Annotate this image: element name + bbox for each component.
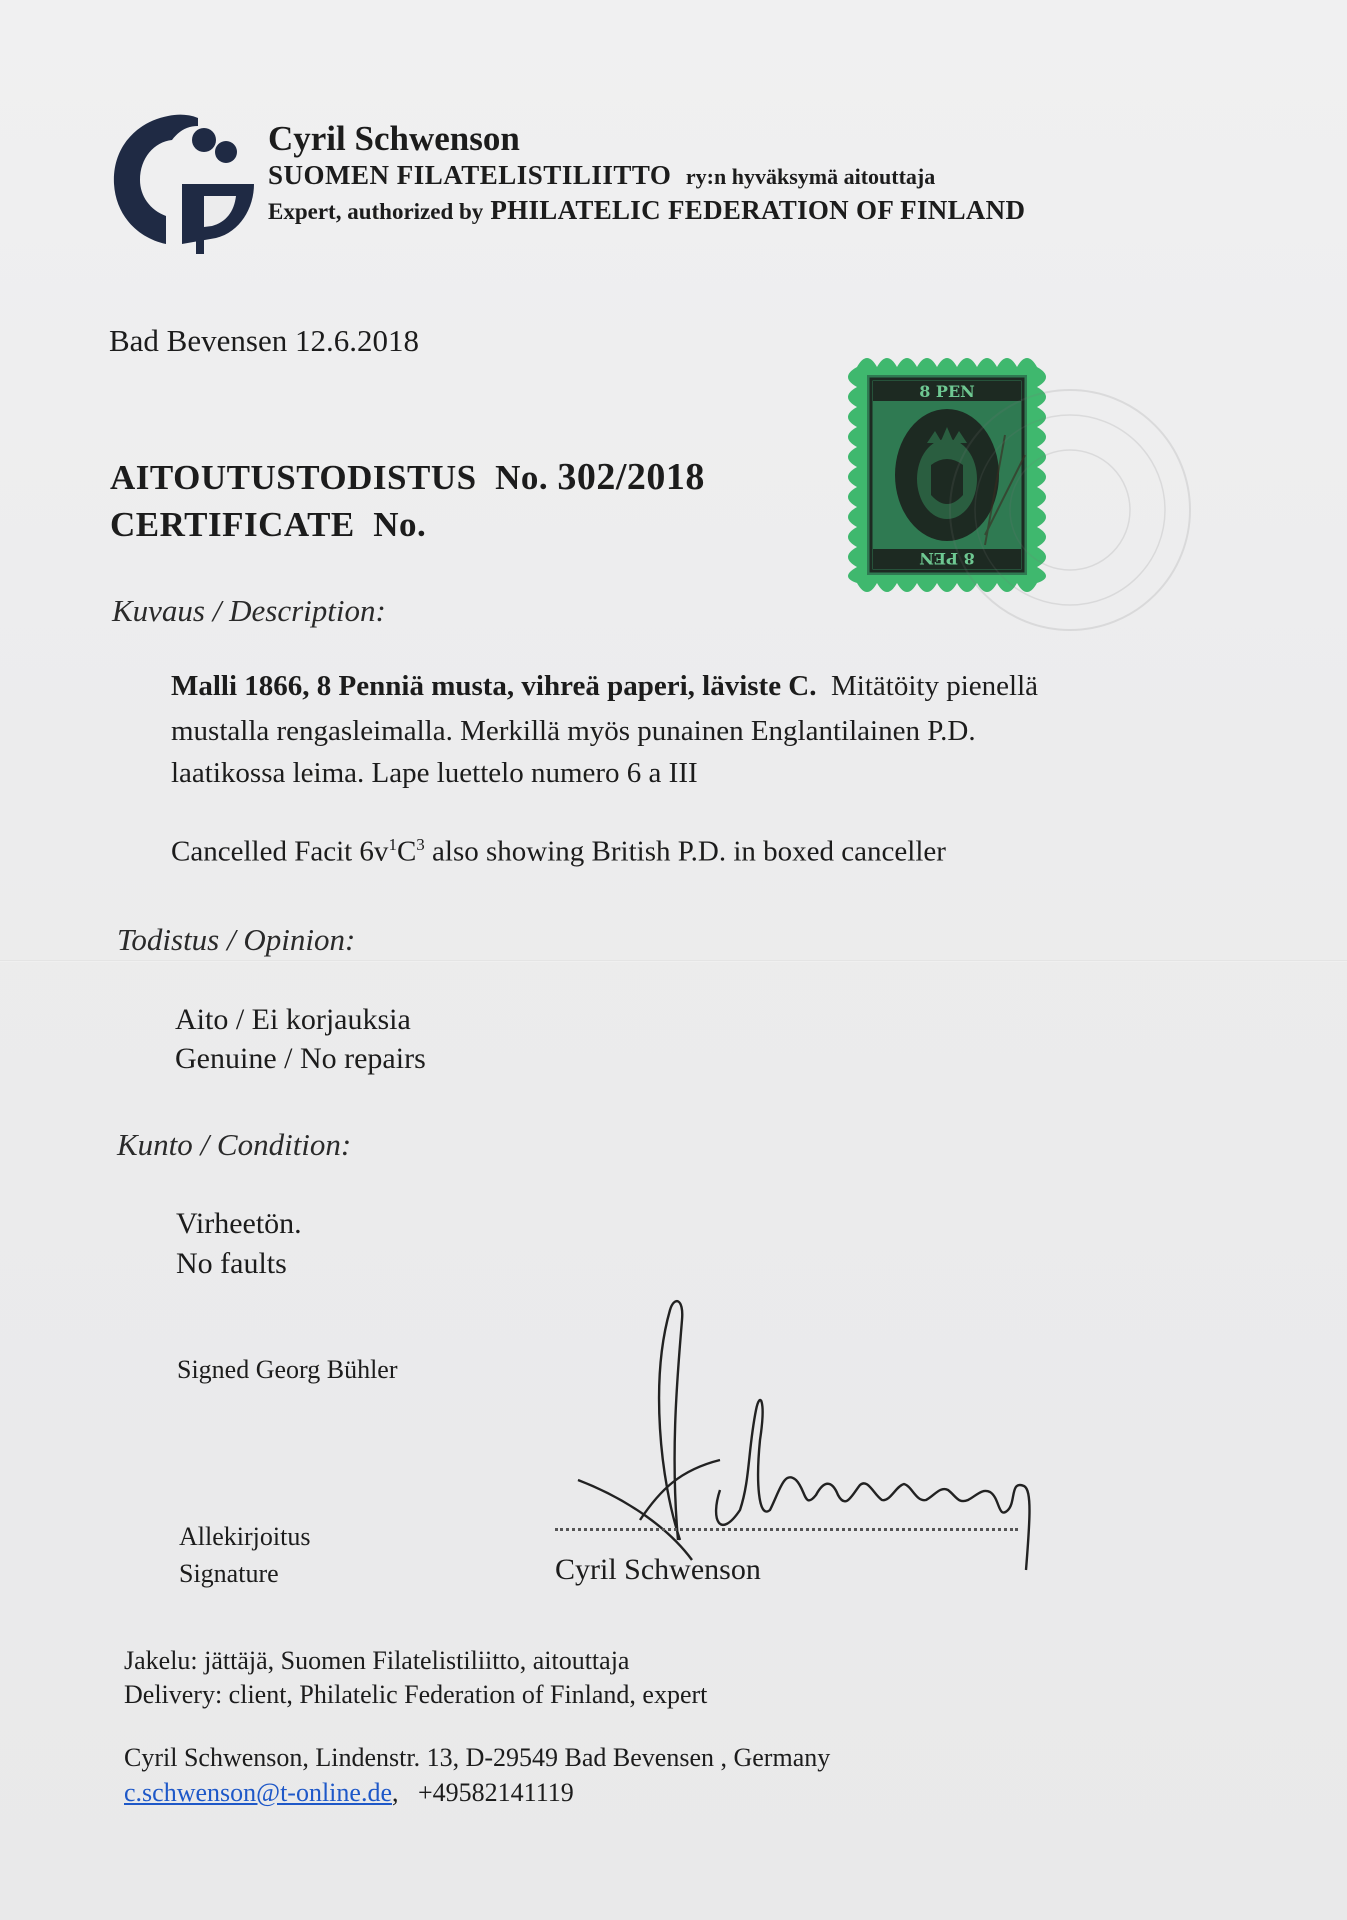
certificate-title xyxy=(110,455,705,499)
description-en-sup1: 1 xyxy=(388,835,397,854)
federation-fi: SUOMEN FILATELISTILIITTO xyxy=(268,160,672,190)
expert-prefix: Expert, authorized by xyxy=(268,199,484,224)
description-label: Kuvaus / Description: xyxy=(112,593,386,628)
description-line-1-rest: Mitätöity pienellä xyxy=(831,670,1038,702)
description-line-1 xyxy=(171,670,1038,703)
federation-logo-icon xyxy=(108,112,260,254)
signature-label-en: Signature xyxy=(179,1559,279,1588)
embossed-seal-icon xyxy=(900,360,1230,660)
description-line-2: mustalla rengasleimalla. Merkillä myös punainen Englantilainen P.D. xyxy=(171,715,976,747)
opinion-line-1: Aito / Ei korjauksia xyxy=(175,1003,411,1036)
contact-line xyxy=(124,1778,574,1808)
signature-name: Cyril Schwenson xyxy=(555,1553,761,1586)
handwritten-signature xyxy=(570,1290,1040,1580)
address: Cyril Schwenson, Lindenstr. 13, D-29549 Bad Bevensen , Germany xyxy=(124,1743,831,1772)
federation-en: PHILATELIC FEDERATION OF FINLAND xyxy=(490,195,1026,225)
certificate-title-fi: AITOUTUSTODISTUS xyxy=(110,458,477,497)
certificate-number: 302/2018 xyxy=(557,456,705,498)
place-date: Bad Bevensen 12.6.2018 xyxy=(109,323,419,358)
signature-label-fi: Allekirjoitus xyxy=(179,1522,311,1551)
certificate-title-en: CERTIFICATE xyxy=(110,505,355,544)
description-en-suffix: also showing British P.D. in boxed canceller xyxy=(424,835,946,868)
phone-number: +49582141119 xyxy=(418,1778,574,1807)
description-en-c: C xyxy=(396,835,417,868)
description-en-sup2: 3 xyxy=(416,835,425,854)
signature-dotted-line xyxy=(555,1528,1018,1531)
condition-label: Kunto / Condition: xyxy=(117,1127,352,1162)
certificate-no-label: No. xyxy=(495,458,549,497)
description-bold: Malli 1866, 8 Penniä musta, vihreä paperi, läviste C. xyxy=(171,670,817,702)
stamp-bottom-text: 8 PEN xyxy=(919,549,975,568)
condition-line-1: Virheetön. xyxy=(176,1207,302,1240)
approved-fi: ry:n hyväksymä aitouttaja xyxy=(685,164,936,189)
expert-authorized-line xyxy=(268,195,1025,226)
certificate-no-label-en: No. xyxy=(373,505,427,544)
description-en xyxy=(171,835,946,869)
opinion-line-2: Genuine / No repairs xyxy=(175,1042,426,1075)
expert-name-heading: Cyril Schwenson xyxy=(268,119,520,158)
signed-by: Signed Georg Bühler xyxy=(177,1355,398,1384)
delivery-fi: Jakelu: jättäjä, Suomen Filatelistiliitto, aitouttaja xyxy=(124,1646,630,1675)
contact-separator: , xyxy=(392,1778,399,1807)
fold-line xyxy=(0,960,1347,962)
stamp-top-text: 8 PEN xyxy=(919,382,975,401)
description-line-3: laatikossa leima. Lape luettelo numero 6 a III xyxy=(171,757,698,789)
email-link[interactable]: c.schwenson@t-online.de xyxy=(124,1778,392,1807)
opinion-label: Todistus / Opinion: xyxy=(117,922,356,957)
delivery-en: Delivery: client, Philatelic Federation of Finland, expert xyxy=(124,1680,708,1709)
condition-line-2: No faults xyxy=(176,1247,287,1280)
description-en-prefix: Cancelled Facit 6v xyxy=(171,835,389,868)
federation-fi-line xyxy=(268,160,935,191)
certificate-title-en-line xyxy=(110,505,426,545)
